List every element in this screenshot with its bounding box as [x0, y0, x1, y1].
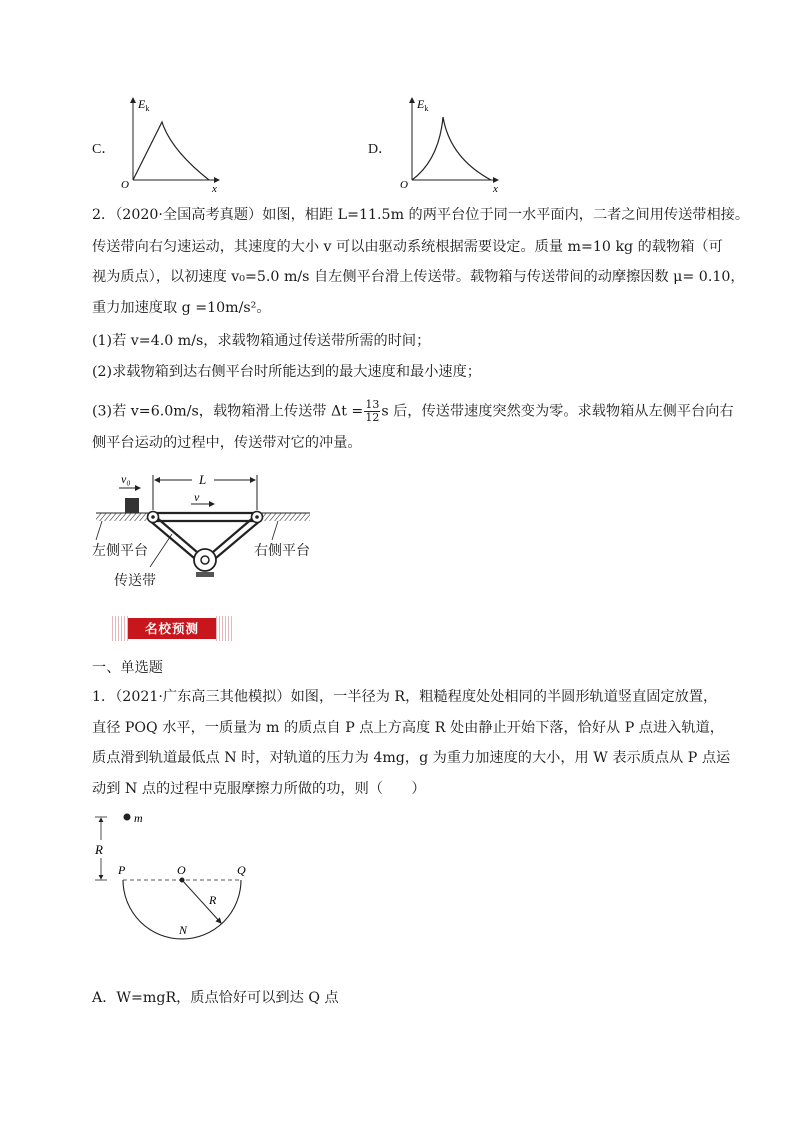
- graph-c-origin: O: [121, 179, 129, 191]
- section-line1: 1．（2021·广东高三其他模拟）如图，一半径为 R，粗糙程度处处相同的半圆形轨道竖直固定放置，: [92, 689, 718, 705]
- belt-label: 传送带: [114, 573, 156, 589]
- option-a: A．W=mgR，质点恰好可以到达 Q 点: [92, 990, 339, 1006]
- semicircle-figure: [88, 806, 288, 946]
- point-p-label: P: [118, 863, 126, 877]
- banner-title: 名校预测: [128, 618, 216, 639]
- right-platform: [258, 513, 310, 521]
- graph-c-curve: [133, 122, 209, 180]
- height-r-label: R: [95, 842, 103, 857]
- problem2-q3: [92, 399, 734, 424]
- graph-d-xlabel: x: [493, 183, 498, 194]
- graph-c-ylabel: $E_k$: [138, 97, 150, 113]
- problem2-line2: 传送带向右匀速运动，其速度的大小 v 可以由驱动系统根据需要设定。质量 m=10 kg 的载物箱（可: [92, 239, 723, 255]
- graph-d: [394, 92, 509, 194]
- problem2-q2: (2)求载物箱到达右侧平台时所能达到的最大速度和最小速度；: [92, 364, 481, 380]
- section-line4: 动到 N 点的过程中克服摩擦力所做的功，则（ ）: [92, 781, 426, 797]
- drive-base: [196, 572, 214, 577]
- v0-label: v₀: [121, 472, 131, 486]
- radius-r-label: R: [209, 893, 217, 907]
- problem2-q1: (1)若 v=4.0 m/s，求载物箱通过传送带所需的时间；: [92, 333, 431, 349]
- section-line3: 质点滑到轨道最低点 N 时，对轨道的压力为 4mg，g 为重力加速度的大小，用 W 表示质点从 P 点运: [92, 750, 731, 766]
- point-q-label: Q: [237, 863, 246, 877]
- graph-d-origin: O: [400, 179, 408, 191]
- graph-d-curve: [412, 117, 491, 180]
- problem2-line4: 重力加速度取 g =10m/s²。: [92, 300, 271, 316]
- point-o-label: O: [177, 863, 186, 877]
- left-platform-label: 左侧平台: [92, 543, 148, 559]
- cargo-box: [125, 498, 139, 513]
- section-line2: 直径 POQ 水平，一质量为 m 的质点自 P 点上方高度 R 处由静止开始下落，恰好从 P 点进入轨道，: [92, 720, 724, 736]
- graph-c-xlabel: x: [212, 183, 217, 194]
- section-heading: 一、单选题: [92, 660, 163, 676]
- right-platform-label: 右侧平台: [254, 543, 310, 559]
- problem2-q3-pre: (3)若 v=6.0m/s，载物箱滑上传送带 Δt =: [92, 403, 364, 420]
- problem2-q3-post: s 后，传送带速度突然变为零。求载物箱从左侧平台向右: [381, 403, 734, 420]
- delta-t-fraction: $\frac{13}{12}$: [365, 398, 380, 424]
- mass-label: m: [134, 811, 143, 825]
- left-platform: [96, 513, 154, 521]
- point-n-label: N: [179, 923, 188, 937]
- section-banner: [112, 616, 232, 641]
- graph-c: [115, 92, 230, 194]
- l-label: L: [199, 472, 207, 487]
- problem2-line1: 2．（2020·全国高考真题）如图，相距 L=11.5m 的两平台位于同一水平面内，二者之间用传送带相接。: [92, 207, 750, 223]
- problem2-line3: 视为质点），以初速度 v₀=5.0 m/s 自左侧平台滑上传送带。载物箱与传送带间的动摩擦因数 μ= 0.10，: [92, 269, 745, 285]
- graph-d-ylabel: $E_k$: [417, 97, 429, 113]
- option-d-label: D．: [368, 142, 393, 157]
- option-c-label: C．: [92, 142, 116, 157]
- problem2-q3-line2: 侧平台运动的过程中，传送带对它的冲量。: [92, 435, 362, 451]
- particle-dot: [124, 814, 131, 821]
- v-label: v: [194, 490, 200, 504]
